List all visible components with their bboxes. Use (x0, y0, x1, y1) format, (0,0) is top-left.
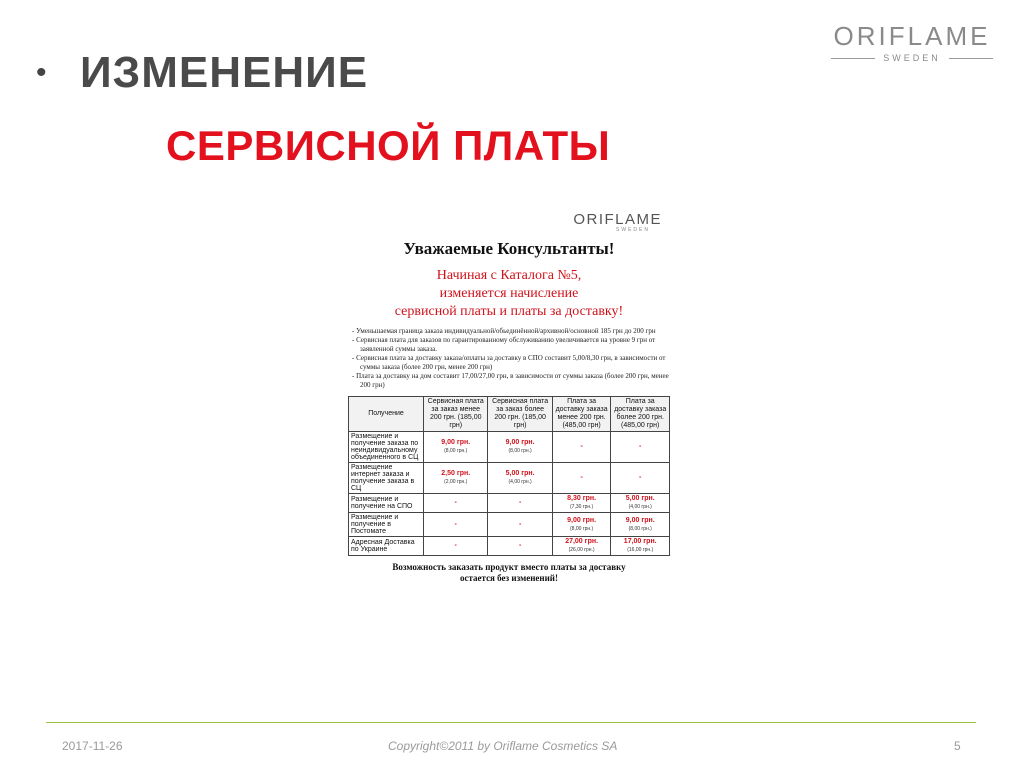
fee-row-label: Размещение интернет заказа и получение заказа в СЦ (349, 463, 424, 494)
footer-copyright: Copyright©2011 by Oriflame Cosmetics SA (388, 739, 618, 753)
fee-cell-value: - (580, 474, 583, 481)
fee-cell (611, 463, 670, 494)
fee-cell-value: 9,00 грн. (505, 439, 535, 446)
footer-date: 2017-11-26 (62, 739, 123, 753)
slide-title-line1 (36, 48, 368, 98)
fee-cell-value: 17,00 грн. (623, 538, 657, 545)
fee-cell (552, 494, 611, 513)
fee-cell (424, 494, 488, 513)
fee-cell (552, 537, 611, 556)
fee-table-header: Плата за доставку заказа менее 200 грн. (485,00 грн) (552, 397, 611, 432)
fee-cell-old-value: (8,00 грн.) (628, 525, 652, 532)
notice-document-image (340, 212, 678, 658)
notice-subheading-line: изменяется начисление (439, 286, 579, 301)
fee-cell (552, 463, 611, 494)
fee-cell-old-value: (16,00 грн.) (627, 547, 654, 553)
fee-cell (488, 463, 552, 494)
fee-cell-value: 5,00 грн. (505, 470, 535, 477)
fee-cell (611, 494, 670, 513)
fee-cell-value: - (518, 520, 522, 528)
fee-cell-old-value: (2,00 грн.) (444, 479, 468, 485)
notice-logo-sub: SWEDEN (616, 227, 650, 233)
fee-row-label: Размещение и получение в Постомате (349, 513, 424, 537)
fee-cell-old-value: (7,30 грн.) (570, 504, 594, 510)
slide-number: 5 (954, 739, 961, 753)
footer-divider (46, 722, 976, 723)
logo-rule-right (949, 58, 993, 59)
fee-cell-value: 9,00 грн. (625, 516, 655, 524)
fee-cell-value: 8,30 грн. (567, 495, 597, 502)
logo-country: SWEDEN (883, 53, 941, 63)
fee-cell (488, 494, 552, 513)
fee-cell-old-value: (26,00 грн.) (568, 547, 595, 553)
fee-table-row (349, 432, 670, 463)
notice-footer-line: Возможность заказать продукт вместо платы за доставку (392, 562, 626, 572)
fee-cell (611, 537, 670, 556)
fee-cell-old-value: (8,00 грн.) (508, 448, 532, 454)
fee-cell-value: 5,00 грн. (625, 495, 655, 502)
fee-cell-old-value: (8,00 грн.) (444, 448, 468, 454)
fee-table-row (349, 463, 670, 494)
notice-footer (340, 562, 678, 584)
fee-cell (552, 432, 611, 463)
logo-wordmark: ORIFLAME (833, 21, 991, 51)
logo-rule-left (831, 58, 875, 59)
fee-row-label: Размещение и получение заказа по неиндивидуальному объединенного в СЦ (349, 432, 424, 463)
fee-cell-value: - (454, 542, 457, 549)
fee-cell (424, 463, 488, 494)
fee-cell (611, 513, 670, 537)
notice-logo (340, 212, 678, 233)
fee-cell-value: - (454, 520, 457, 528)
logo-subline (828, 53, 996, 63)
fee-cell-value: - (454, 499, 457, 506)
fee-cell-value: - (639, 443, 642, 450)
fee-cell (424, 513, 488, 537)
notice-logo-word: ORIFLAME (573, 211, 662, 228)
notice-bullet: - Плата за доставку на дом составит 17,00/27,00 грн, в зависимости от суммы заказа (более 200 грн, менее 200 грн) (352, 372, 669, 389)
notice-footer-line: остается без изменений! (460, 573, 558, 583)
fee-cell-value: - (580, 443, 583, 450)
fee-cell-value: - (518, 499, 522, 506)
fee-table-row (349, 513, 670, 537)
fee-cell-value: - (639, 474, 642, 481)
bullet-point: • (36, 56, 47, 89)
fee-cell-old-value: (4,00 грн.) (508, 479, 532, 485)
fee-table-header: Сервисная плата за заказ более 200 грн. (185,00 грн) (488, 397, 552, 432)
notice-subheading-line: сервисной платы и платы за доставку! (394, 304, 624, 319)
fee-cell (488, 432, 552, 463)
fee-cell (424, 432, 488, 463)
notice-heading: Уважаемые Консультанты! (403, 239, 615, 258)
fee-cell-value: 2,50 грн. (441, 470, 471, 477)
fee-table (348, 396, 670, 556)
fee-cell-value: 9,00 грн. (441, 439, 471, 446)
slide-title-secondary: СЕРВИСНОЙ ПЛАТЫ (166, 122, 611, 169)
fee-cell (424, 537, 488, 556)
notice-subheading (340, 267, 678, 321)
notice-bullet: - Сервисная плата за доставку заказа/оплаты за доставку в СПО составит 5,00/8,30 грн, в зависимости от суммы заказа (более 200 грн, менее 200 грн) (352, 354, 666, 371)
notice-bullet-list (352, 327, 670, 390)
notice-bullet: - Уменьшаемая граница заказа индивидуальной/обьединённой/архивной/основной 185 грн до 200 грн (352, 327, 656, 335)
fee-cell-value: - (518, 542, 522, 549)
fee-cell-value: 27,00 грн. (565, 538, 599, 545)
fee-cell (611, 432, 670, 463)
fee-table-header: Сервисная плата за заказ менее 200 грн. (185,00 грн) (424, 397, 488, 432)
fee-cell (488, 537, 552, 556)
fee-table-header: Получение (349, 397, 424, 432)
fee-cell-value: 9,00 грн. (567, 516, 597, 524)
notice-bullet: - Сервисная плата для заказов по гарантированному обслуживанию увеличивается на уровне 9 грн от заявленной суммы заказа. (352, 336, 656, 353)
fee-table-row (349, 537, 670, 556)
fee-table-body (349, 432, 670, 556)
fee-cell (552, 513, 611, 537)
fee-row-label: Адресная Доставка по Украине (349, 537, 424, 556)
notice-subheading-line: Начиная с Каталога №5, (436, 268, 582, 283)
fee-cell-old-value: (8,00 грн.) (570, 525, 594, 532)
fee-table-header-row (349, 397, 670, 432)
fee-table-row (349, 494, 670, 513)
fee-table-header: Плата за доставку заказа более 200 грн. (485,00 грн) (611, 397, 670, 432)
oriflame-logo (828, 22, 996, 63)
slide-title-primary: ИЗМЕНЕНИЕ (80, 48, 369, 97)
fee-row-label: Размещение и получение на СПО (349, 494, 424, 513)
fee-cell-old-value: (4,00 грн.) (628, 504, 652, 510)
fee-cell (488, 513, 552, 537)
